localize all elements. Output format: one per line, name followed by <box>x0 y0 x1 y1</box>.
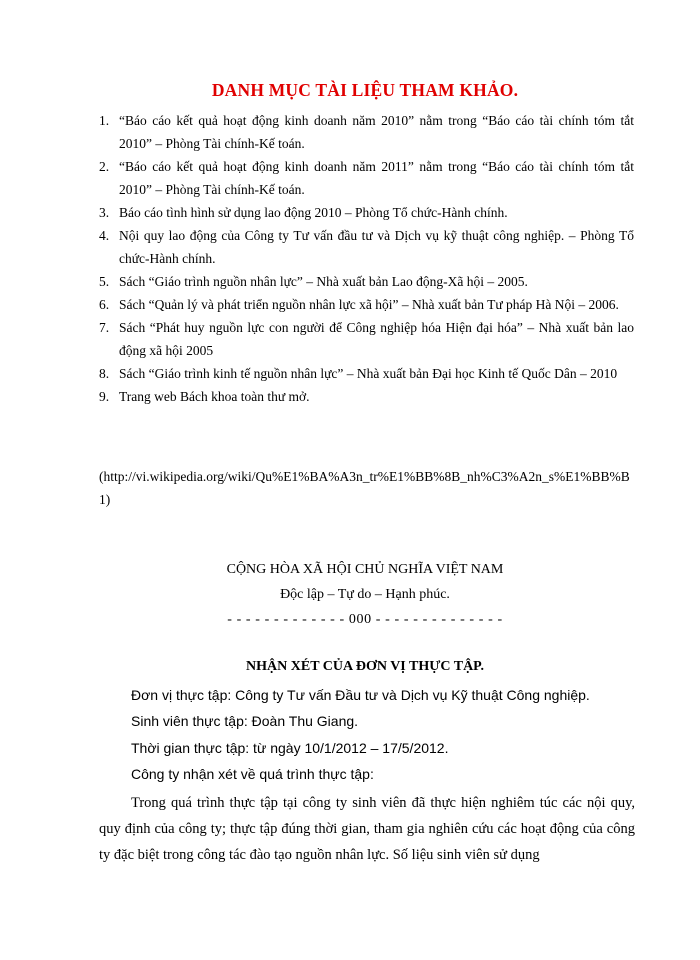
reference-text: “Báo cáo kết quả hoạt động kinh doanh năm 2010” nằm trong “Báo cáo tài chính tóm tắt 2010” – Phòng Tài chính-Kế toán. <box>119 113 634 151</box>
reference-item <box>99 201 634 224</box>
reference-text: Sách “Phát huy nguồn lực con người để Công nghiệp hóa Hiện đại hóa” – Nhà xuất bản lao động xã hội 2005 <box>119 320 634 358</box>
reference-text: Báo cáo tình hình sử dụng lao động 2010 – Phòng Tổ chức-Hành chính. <box>119 205 508 220</box>
reference-number: 8. <box>99 366 110 381</box>
internship-period-line: Thời gian thực tập: từ ngày 10/1/2012 – 17/5/2012. <box>131 740 449 756</box>
reference-number: 6. <box>99 297 110 312</box>
reference-number: 5. <box>99 274 110 289</box>
national-title: CỘNG HÒA XÃ HỘI CHỦ NGHĨA VIỆT NAM <box>226 562 504 577</box>
reference-item <box>99 362 634 385</box>
reference-url: (http://vi.wikipedia.org/wiki/Qu%E1%BA%A3n_tr%E1%BB%8B_nh%C3%A2n_s%E1%BB%B1) <box>99 469 630 507</box>
reference-list <box>99 109 634 408</box>
separator-line: - - - - - - - - - - - - - 000 - - - - - - - - - - - - - - <box>227 612 503 627</box>
national-motto: Độc lập – Tự do – Hạnh phúc. <box>280 587 450 602</box>
evaluation-heading: NHẬN XÉT CỦA ĐƠN VỊ THỰC TẬP. <box>246 659 484 674</box>
reference-item <box>99 224 634 270</box>
reference-item <box>99 270 634 293</box>
reference-text: Sách “Giáo trình kinh tế nguồn nhân lực” – Nhà xuất bản Đại học Kinh tế Quốc Dân – 2010 <box>119 366 618 381</box>
reference-text: “Báo cáo kết quả hoạt động kinh doanh năm 2011” nằm trong “Báo cáo tài chính tóm tắt 2010” – Phòng Tài chính-Kế toán. <box>119 159 634 197</box>
reference-number: 2. <box>99 159 110 174</box>
references-title: DANH MỤC TÀI LIỆU THAM KHẢO. <box>211 80 519 100</box>
reference-text: Sách “Quản lý và phát triển nguồn nhân lực xã hội” – Nhà xuất bản Tư pháp Hà Nội – 2006. <box>119 297 619 312</box>
reference-item <box>99 385 634 408</box>
comment-intro-line: Công ty nhận xét về quá trình thực tập: <box>131 766 374 782</box>
reference-number: 1. <box>99 113 110 128</box>
reference-text: Trang web Bách khoa toàn thư mở. <box>119 389 310 404</box>
reference-item <box>99 316 634 362</box>
reference-number: 4. <box>99 228 110 243</box>
reference-text: Sách “Giáo trình nguồn nhân lực” – Nhà xuất bản Lao động-Xã hội – 2005. <box>119 274 528 289</box>
comment-paragraph: Trong quá trình thực tập tại công ty sinh viên đã thực hiện nghiêm túc các nội quy, quy định của công ty; thực tập đúng thời gian, tham gia nghiên cứu các hoạt động của công ty đặc biệt trong công tác đào tạo nguồn nhân lực. Số liệu sinh viên sử dụng <box>99 795 635 863</box>
student-name-line: Sinh viên thực tập: Đoàn Thu Giang. <box>131 713 359 729</box>
reference-number: 7. <box>99 320 110 335</box>
internship-unit-line: Đơn vị thực tập: Công ty Tư vấn Đầu tư và Dịch vụ Kỹ thuật Công nghiệp. <box>131 687 590 703</box>
reference-number: 3. <box>99 205 110 220</box>
reference-item <box>99 293 634 316</box>
reference-item <box>99 109 634 155</box>
reference-number: 9. <box>99 389 110 404</box>
reference-text: Nội quy lao động của Công ty Tư vấn đầu tư và Dịch vụ kỹ thuật công nghiệp. – Phòng Tổ chức-Hành chính. <box>119 228 634 266</box>
reference-item <box>99 155 634 201</box>
